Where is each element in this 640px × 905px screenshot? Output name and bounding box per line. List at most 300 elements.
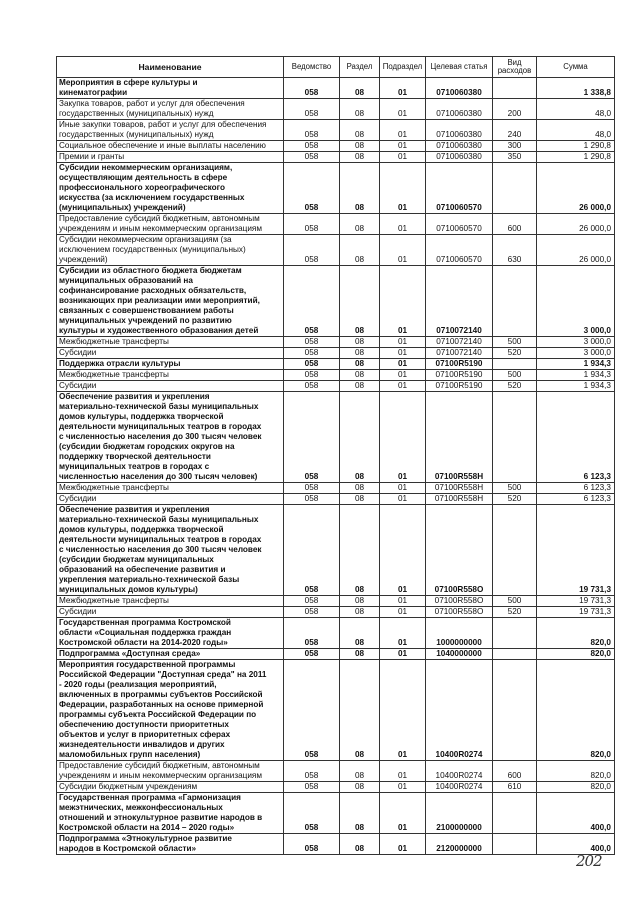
row-name <box>57 782 284 793</box>
row-exptype: 500 <box>493 596 537 607</box>
row-name <box>57 381 284 392</box>
row-article: 0710060380 <box>426 120 493 141</box>
row-article: 0710072140 <box>426 348 493 359</box>
row-name-line: Мероприятия государственной программы <box>59 660 236 669</box>
row-name-line: (субсидии бюджетам муниципальных <box>59 555 214 564</box>
row-exptype: 500 <box>493 337 537 348</box>
table-row <box>57 99 615 120</box>
row-name <box>57 337 284 348</box>
row-sum: 820,0 <box>537 618 615 649</box>
row-name-line: профессионального хореографического <box>59 183 225 192</box>
row-exptype: 610 <box>493 782 537 793</box>
row-dept: 058 <box>284 78 340 99</box>
row-name-line: искусства (за исключением государственных <box>59 193 245 202</box>
row-subsection: 01 <box>380 761 426 782</box>
row-exptype: 500 <box>493 483 537 494</box>
table-row <box>57 359 615 370</box>
row-subsection: 01 <box>380 649 426 660</box>
row-sum: 6 123,3 <box>537 494 615 505</box>
row-name-line: Субсидии <box>59 381 97 390</box>
row-name-line: - 2020 годы (реализация мероприятий, <box>59 680 217 689</box>
row-name-line: Субсидии некоммерческим организациям, <box>59 163 233 172</box>
row-name-line: с численностью населения до 300 тысяч человек <box>59 545 262 554</box>
row-name-line: Субсидии бюджетным учреждениям <box>59 782 198 791</box>
row-name-line: Поддержка отрасли культуры <box>59 359 181 368</box>
row-name-line: области «Социальная поддержка граждан <box>59 628 232 637</box>
row-name-line: Межбюджетные трансферты <box>59 483 169 492</box>
row-name-line: численностью населения до 300 тысяч человек) <box>59 472 258 481</box>
row-name-line: культуры и художественного образования детей <box>59 326 259 335</box>
row-dept: 058 <box>284 618 340 649</box>
row-name-line: деятельности муниципальных театров в городах <box>59 535 262 544</box>
row-name <box>57 120 284 141</box>
row-name-line: возникающих при реализации ими мероприятий, <box>59 296 260 305</box>
row-sum: 820,0 <box>537 649 615 660</box>
row-name <box>57 505 284 596</box>
row-name-line: межэтнических, межконфессиональных <box>59 803 223 812</box>
row-dept: 058 <box>284 761 340 782</box>
row-section: 08 <box>340 761 380 782</box>
row-article: 0710060570 <box>426 163 493 214</box>
row-name-line: включенных в программы субъектов Российской <box>59 690 263 699</box>
row-name-line: программы субъекта Российской Федерации по <box>59 710 257 719</box>
row-dept: 058 <box>284 337 340 348</box>
row-section: 08 <box>340 505 380 596</box>
row-name <box>57 483 284 494</box>
row-article: 1040000000 <box>426 649 493 660</box>
table-row <box>57 483 615 494</box>
table-row <box>57 348 615 359</box>
row-name-line: объектов и услуг в приоритетных сферах <box>59 730 231 739</box>
row-section: 08 <box>340 214 380 235</box>
header-article: Целевая статья <box>426 57 493 78</box>
row-exptype <box>493 649 537 660</box>
row-article: 0710060380 <box>426 78 493 99</box>
row-sum: 48,0 <box>537 120 615 141</box>
header-exptype: Вид расходов <box>493 57 537 78</box>
row-section: 08 <box>340 618 380 649</box>
row-sum: 19 731,3 <box>537 505 615 596</box>
row-name-line: маломобильных групп населения) <box>59 750 201 759</box>
row-subsection: 01 <box>380 596 426 607</box>
row-section: 08 <box>340 494 380 505</box>
row-dept: 058 <box>284 348 340 359</box>
row-dept: 058 <box>284 235 340 266</box>
row-section: 08 <box>340 607 380 618</box>
header-sum: Сумма <box>537 57 615 78</box>
row-name-line: материально-технической базы муниципальных <box>59 402 259 411</box>
row-article: 0710060570 <box>426 214 493 235</box>
row-article: 10400R0274 <box>426 660 493 761</box>
table-row <box>57 392 615 483</box>
row-exptype <box>493 78 537 99</box>
row-name <box>57 99 284 120</box>
row-section: 08 <box>340 660 380 761</box>
row-section: 08 <box>340 141 380 152</box>
row-name-line: Субсидии <box>59 607 97 616</box>
row-name <box>57 607 284 618</box>
row-subsection: 01 <box>380 152 426 163</box>
row-subsection: 01 <box>380 235 426 266</box>
table-row <box>57 381 615 392</box>
row-name-line: муниципальных домов культуры) <box>59 585 198 594</box>
row-exptype: 520 <box>493 494 537 505</box>
row-subsection: 01 <box>380 359 426 370</box>
row-name-line: деятельности муниципальных театров в городах <box>59 422 262 431</box>
table-row <box>57 596 615 607</box>
row-sum: 1 290,8 <box>537 152 615 163</box>
row-name-line: материально-технической базы муниципальных <box>59 515 259 524</box>
row-name <box>57 494 284 505</box>
row-subsection: 01 <box>380 214 426 235</box>
row-name-line: Обеспечение развития и укрепления <box>59 392 210 401</box>
row-section: 08 <box>340 370 380 381</box>
row-sum: 26 000,0 <box>537 163 615 214</box>
row-article: 10400R0274 <box>426 761 493 782</box>
row-article: 0710060380 <box>426 99 493 120</box>
row-name <box>57 392 284 483</box>
row-section: 08 <box>340 337 380 348</box>
row-sum: 1 290,8 <box>537 141 615 152</box>
row-name-line: Субсидии из областного бюджета бюджетам <box>59 266 242 275</box>
row-sum: 3 000,0 <box>537 337 615 348</box>
row-exptype: 300 <box>493 141 537 152</box>
row-subsection: 01 <box>380 834 426 855</box>
row-dept: 058 <box>284 141 340 152</box>
row-name-line: Субсидии некоммерческим организациям (за <box>59 235 232 244</box>
row-sum: 1 934,3 <box>537 359 615 370</box>
table-row <box>57 834 615 855</box>
row-subsection: 01 <box>380 660 426 761</box>
row-article: 2100000000 <box>426 793 493 834</box>
row-name-line: Костромской области на 2014-2020 годы» <box>59 638 228 647</box>
row-exptype: 520 <box>493 348 537 359</box>
table-row <box>57 782 615 793</box>
row-sum: 400,0 <box>537 834 615 855</box>
row-sum: 820,0 <box>537 660 615 761</box>
row-section: 08 <box>340 120 380 141</box>
row-name-line: учреждений) <box>59 255 108 264</box>
row-name <box>57 235 284 266</box>
row-name-line: учреждениям и иным некоммерческим организациям <box>59 224 262 233</box>
table-row <box>57 660 615 761</box>
row-dept: 058 <box>284 607 340 618</box>
row-name <box>57 793 284 834</box>
row-section: 08 <box>340 348 380 359</box>
row-name-line: муниципальных учреждений по развитию <box>59 316 232 325</box>
row-subsection: 01 <box>380 348 426 359</box>
row-name <box>57 348 284 359</box>
row-section: 08 <box>340 381 380 392</box>
row-article: 10400R0274 <box>426 782 493 793</box>
row-article: 07100R558O <box>426 596 493 607</box>
row-dept: 058 <box>284 649 340 660</box>
row-section: 08 <box>340 649 380 660</box>
budget-table <box>56 56 615 855</box>
row-name-line: Предоставление субсидий бюджетным, автономным <box>59 761 260 770</box>
row-subsection: 01 <box>380 120 426 141</box>
row-name-line: (субсидии бюджетам городских округов на <box>59 442 235 451</box>
row-dept: 058 <box>284 793 340 834</box>
row-sum: 1 338,8 <box>537 78 615 99</box>
row-name <box>57 649 284 660</box>
row-sum: 3 000,0 <box>537 266 615 337</box>
row-exptype <box>493 660 537 761</box>
row-sum: 1 934,3 <box>537 370 615 381</box>
row-article: 2120000000 <box>426 834 493 855</box>
row-name <box>57 141 284 152</box>
row-name <box>57 660 284 761</box>
row-exptype: 520 <box>493 607 537 618</box>
row-name-line: Закупка товаров, работ и услуг для обеспечения <box>59 99 245 108</box>
row-exptype <box>493 505 537 596</box>
row-sum: 6 123,3 <box>537 483 615 494</box>
row-article: 0710060380 <box>426 152 493 163</box>
row-sum: 820,0 <box>537 761 615 782</box>
row-name-line: Подпрограмма «Доступная среда» <box>59 649 201 658</box>
row-exptype: 240 <box>493 120 537 141</box>
row-name-line: Межбюджетные трансферты <box>59 337 169 346</box>
row-section: 08 <box>340 78 380 99</box>
row-subsection: 01 <box>380 618 426 649</box>
row-name-line: исключением государственных (муниципальных) <box>59 245 246 254</box>
row-article: 07100R558H <box>426 494 493 505</box>
row-subsection: 01 <box>380 337 426 348</box>
row-subsection: 01 <box>380 782 426 793</box>
header-section: Раздел <box>340 57 380 78</box>
row-subsection: 01 <box>380 505 426 596</box>
row-exptype <box>493 392 537 483</box>
row-name-line: Межбюджетные трансферты <box>59 370 169 379</box>
row-name-line: связанных с совершенствованием работы <box>59 306 234 315</box>
row-name-line: образований на обеспечение развития и <box>59 565 226 574</box>
row-name-line: государственных (муниципальных) нужд <box>59 130 214 139</box>
table-row <box>57 214 615 235</box>
row-name-line: с численностью населения до 300 тысяч человек <box>59 432 262 441</box>
table-row <box>57 78 615 99</box>
table-row <box>57 505 615 596</box>
table-row <box>57 370 615 381</box>
row-article: 0710072140 <box>426 337 493 348</box>
row-name <box>57 152 284 163</box>
row-name-line: домов культуры, поддержка творческой <box>59 412 224 421</box>
row-dept: 058 <box>284 99 340 120</box>
row-exptype: 630 <box>493 235 537 266</box>
row-dept: 058 <box>284 483 340 494</box>
row-name-line: Премии и гранты <box>59 152 125 161</box>
row-section: 08 <box>340 152 380 163</box>
row-section: 08 <box>340 266 380 337</box>
row-name <box>57 78 284 99</box>
row-sum: 19 731,3 <box>537 596 615 607</box>
row-article: 07100R558O <box>426 505 493 596</box>
row-sum: 19 731,3 <box>537 607 615 618</box>
row-name-line: Государственная программа «Гармонизация <box>59 793 241 802</box>
row-exptype: 600 <box>493 761 537 782</box>
table-row <box>57 494 615 505</box>
row-dept: 058 <box>284 381 340 392</box>
row-name <box>57 596 284 607</box>
row-section: 08 <box>340 392 380 483</box>
row-name-line: народов в Костромской области» <box>59 844 197 853</box>
table-row <box>57 761 615 782</box>
row-section: 08 <box>340 782 380 793</box>
row-name-line: домов культуры, поддержка творческой <box>59 525 224 534</box>
row-exptype: 200 <box>493 99 537 120</box>
row-name-line: Обеспечение развития и укрепления <box>59 505 210 514</box>
row-name-line: Межбюджетные трансферты <box>59 596 169 605</box>
row-section: 08 <box>340 793 380 834</box>
row-article: 07100R5190 <box>426 359 493 370</box>
row-article: 0710072140 <box>426 266 493 337</box>
row-dept: 058 <box>284 163 340 214</box>
row-name-line: софинансирование расходных обязательств, <box>59 286 247 295</box>
row-exptype: 500 <box>493 370 537 381</box>
row-dept: 058 <box>284 834 340 855</box>
row-article: 07100R5190 <box>426 381 493 392</box>
row-exptype: 520 <box>493 381 537 392</box>
row-article: 0710060570 <box>426 235 493 266</box>
row-exptype <box>493 793 537 834</box>
row-subsection: 01 <box>380 392 426 483</box>
row-article: 07100R558O <box>426 607 493 618</box>
row-name-line: Мероприятия в сфере культуры и <box>59 78 198 87</box>
row-name-line: Государственная программа Костромской <box>59 618 231 627</box>
row-name <box>57 370 284 381</box>
row-sum: 3 000,0 <box>537 348 615 359</box>
row-exptype <box>493 834 537 855</box>
row-article: 1000000000 <box>426 618 493 649</box>
row-name <box>57 214 284 235</box>
row-section: 08 <box>340 483 380 494</box>
row-section: 08 <box>340 99 380 120</box>
table-row <box>57 120 615 141</box>
table-row <box>57 337 615 348</box>
row-dept: 058 <box>284 370 340 381</box>
table-row <box>57 141 615 152</box>
row-dept: 058 <box>284 152 340 163</box>
page-number: 202 <box>576 852 602 870</box>
table-row <box>57 235 615 266</box>
row-name-line: жизнедеятельности инвалидов и других <box>59 740 225 749</box>
row-name-line: Субсидии <box>59 494 97 503</box>
header-subsection: Подраздел <box>380 57 426 78</box>
row-name <box>57 761 284 782</box>
table-row <box>57 152 615 163</box>
row-name-line: муниципальных образований на <box>59 276 193 285</box>
row-section: 08 <box>340 596 380 607</box>
row-dept: 058 <box>284 392 340 483</box>
row-dept: 058 <box>284 660 340 761</box>
row-dept: 058 <box>284 782 340 793</box>
table-row <box>57 163 615 214</box>
table-row <box>57 266 615 337</box>
header-name: Наименование <box>57 57 284 78</box>
row-exptype <box>493 163 537 214</box>
row-name-line: отношений и этнокультурное развитие народов в <box>59 813 263 822</box>
row-name-line: Подпрограмма «Этнокультурное развитие <box>59 834 232 843</box>
row-sum: 26 000,0 <box>537 235 615 266</box>
row-exptype: 600 <box>493 214 537 235</box>
row-sum: 6 123,3 <box>537 392 615 483</box>
row-subsection: 01 <box>380 141 426 152</box>
row-subsection: 01 <box>380 483 426 494</box>
row-dept: 058 <box>284 596 340 607</box>
row-subsection: 01 <box>380 163 426 214</box>
row-name-line: (муниципальных) учреждений) <box>59 203 186 212</box>
row-name-line: учреждениям и иным некоммерческим организациям <box>59 771 262 780</box>
row-sum: 820,0 <box>537 782 615 793</box>
row-name <box>57 359 284 370</box>
row-subsection: 01 <box>380 607 426 618</box>
row-exptype <box>493 266 537 337</box>
row-name <box>57 266 284 337</box>
row-subsection: 01 <box>380 78 426 99</box>
row-subsection: 01 <box>380 494 426 505</box>
row-section: 08 <box>340 834 380 855</box>
row-name-line: Субсидии <box>59 348 97 357</box>
row-name-line: осуществляющим деятельность в сфере <box>59 173 228 182</box>
row-name <box>57 618 284 649</box>
row-subsection: 01 <box>380 381 426 392</box>
row-name-line: обеспечению доступности приоритетных <box>59 720 229 729</box>
row-dept: 058 <box>284 214 340 235</box>
row-subsection: 01 <box>380 266 426 337</box>
row-section: 08 <box>340 163 380 214</box>
table-row <box>57 618 615 649</box>
row-exptype <box>493 618 537 649</box>
row-article: 07100R558H <box>426 392 493 483</box>
row-name <box>57 834 284 855</box>
row-sum: 400,0 <box>537 793 615 834</box>
row-article: 07100R558H <box>426 483 493 494</box>
row-subsection: 01 <box>380 793 426 834</box>
row-dept: 058 <box>284 359 340 370</box>
row-name-line: Предоставление субсидий бюджетным, автономным <box>59 214 260 223</box>
row-subsection: 01 <box>380 99 426 120</box>
row-exptype <box>493 359 537 370</box>
row-subsection: 01 <box>380 370 426 381</box>
row-name-line: Российской Федерации "Доступная среда" на 2011 <box>59 670 267 679</box>
row-name-line: Федерации, разработанных на основе примерной <box>59 700 264 709</box>
row-name-line: муниципальных театров в городах с <box>59 462 210 471</box>
row-name-line: Социальное обеспечение и иные выплаты населению <box>59 141 266 150</box>
row-section: 08 <box>340 235 380 266</box>
row-dept: 058 <box>284 494 340 505</box>
row-name-line: кинематографии <box>59 88 128 97</box>
row-sum: 26 000,0 <box>537 214 615 235</box>
row-article: 0710060380 <box>426 141 493 152</box>
row-section: 08 <box>340 359 380 370</box>
row-name-line: государственных (муниципальных) нужд <box>59 109 214 118</box>
row-name-line: Костромской области на 2014 – 2020 годы» <box>59 823 235 832</box>
row-sum: 48,0 <box>537 99 615 120</box>
table-header-row <box>57 57 615 78</box>
table-row <box>57 607 615 618</box>
table-row <box>57 649 615 660</box>
row-article: 07100R5190 <box>426 370 493 381</box>
table-body <box>57 78 615 855</box>
row-name <box>57 163 284 214</box>
row-exptype: 350 <box>493 152 537 163</box>
table-row <box>57 793 615 834</box>
row-sum: 1 934,3 <box>537 381 615 392</box>
row-name-line: укрепления материально-технической базы <box>59 575 240 584</box>
row-name-line: Иные закупки товаров, работ и услуг для обеспечения <box>59 120 267 129</box>
row-dept: 058 <box>284 266 340 337</box>
row-dept: 058 <box>284 505 340 596</box>
row-dept: 058 <box>284 120 340 141</box>
